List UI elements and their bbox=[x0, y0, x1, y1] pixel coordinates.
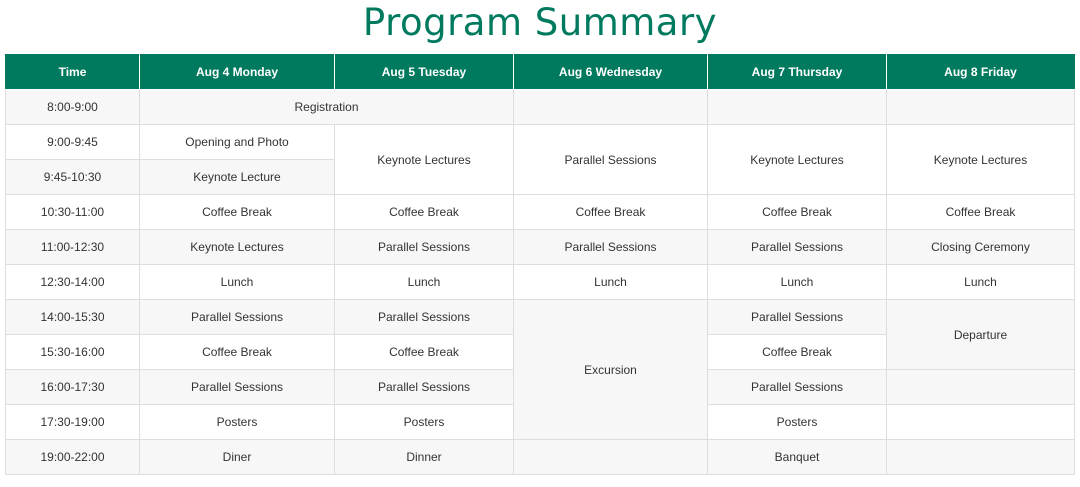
table-row bbox=[6, 230, 1075, 265]
header-monday: Aug 4 Monday bbox=[140, 55, 335, 90]
empty-cell bbox=[887, 370, 1075, 405]
session-cell: Parallel Sessions bbox=[514, 125, 708, 195]
session-cell: Keynote Lectures bbox=[140, 230, 335, 265]
header-tuesday: Aug 5 Tuesday bbox=[335, 55, 514, 90]
empty-cell bbox=[708, 90, 887, 125]
table-row bbox=[6, 125, 1075, 160]
time-cell: 12:30-14:00 bbox=[6, 265, 140, 300]
session-cell: Coffee Break bbox=[335, 195, 514, 230]
session-cell: Parallel Sessions bbox=[708, 230, 887, 265]
empty-cell bbox=[887, 405, 1075, 440]
time-cell: 17:30-19:00 bbox=[6, 405, 140, 440]
session-cell: Keynote Lectures bbox=[335, 125, 514, 195]
time-cell: 19:00-22:00 bbox=[6, 440, 140, 475]
session-cell: Keynote Lectures bbox=[887, 125, 1075, 195]
session-cell: Parallel Sessions bbox=[140, 300, 335, 335]
session-cell: Keynote Lecture bbox=[140, 160, 335, 195]
session-cell: Lunch bbox=[140, 265, 335, 300]
session-cell: Coffee Break bbox=[887, 195, 1075, 230]
table-row bbox=[6, 195, 1075, 230]
time-cell: 8:00-9:00 bbox=[6, 90, 140, 125]
session-cell: Parallel Sessions bbox=[140, 370, 335, 405]
session-cell: Parallel Sessions bbox=[708, 370, 887, 405]
time-cell: 9:00-9:45 bbox=[6, 125, 140, 160]
header-time: Time bbox=[6, 55, 140, 90]
session-cell: Posters bbox=[708, 405, 887, 440]
session-cell: Coffee Break bbox=[708, 335, 887, 370]
session-cell: Coffee Break bbox=[140, 195, 335, 230]
session-cell: Coffee Break bbox=[514, 195, 708, 230]
session-cell: Coffee Break bbox=[335, 335, 514, 370]
excursion-cell: Excursion bbox=[514, 300, 708, 440]
departure-cell: Departure bbox=[887, 300, 1075, 370]
session-cell: Dinner bbox=[335, 440, 514, 475]
session-cell: Parallel Sessions bbox=[514, 230, 708, 265]
session-cell: Lunch bbox=[514, 265, 708, 300]
session-cell: Lunch bbox=[335, 265, 514, 300]
session-cell: Closing Ceremony bbox=[887, 230, 1075, 265]
empty-cell bbox=[887, 90, 1075, 125]
session-cell: Lunch bbox=[708, 265, 887, 300]
time-cell: 11:00-12:30 bbox=[6, 230, 140, 265]
session-cell: Keynote Lectures bbox=[708, 125, 887, 195]
time-cell: 9:45-10:30 bbox=[6, 160, 140, 195]
table-row bbox=[6, 300, 1075, 335]
session-cell: Parallel Sessions bbox=[708, 300, 887, 335]
session-cell: Posters bbox=[335, 405, 514, 440]
session-cell: Parallel Sessions bbox=[335, 370, 514, 405]
time-cell: 16:00-17:30 bbox=[6, 370, 140, 405]
session-cell: Coffee Break bbox=[708, 195, 887, 230]
page-title: Program Summary bbox=[362, 1, 718, 44]
table-row bbox=[6, 440, 1075, 475]
header-friday: Aug 8 Friday bbox=[887, 55, 1075, 90]
session-cell: Opening and Photo bbox=[140, 125, 335, 160]
header-wednesday: Aug 6 Wednesday bbox=[514, 55, 708, 90]
time-cell: 14:00-15:30 bbox=[6, 300, 140, 335]
session-cell: Lunch bbox=[887, 265, 1075, 300]
time-cell: 10:30-11:00 bbox=[6, 195, 140, 230]
header-thursday: Aug 7 Thursday bbox=[708, 55, 887, 90]
header-row bbox=[6, 55, 1075, 90]
table-row bbox=[6, 265, 1075, 300]
session-cell: Parallel Sessions bbox=[335, 300, 514, 335]
table-row bbox=[6, 90, 1075, 125]
empty-cell bbox=[887, 440, 1075, 475]
session-cell: Parallel Sessions bbox=[335, 230, 514, 265]
program-table bbox=[5, 54, 1075, 475]
registration-cell: Registration bbox=[140, 90, 514, 125]
time-cell: 15:30-16:00 bbox=[6, 335, 140, 370]
empty-cell bbox=[514, 90, 708, 125]
session-cell: Diner bbox=[140, 440, 335, 475]
session-cell: Banquet bbox=[708, 440, 887, 475]
session-cell: Coffee Break bbox=[140, 335, 335, 370]
session-cell: Posters bbox=[140, 405, 335, 440]
empty-cell bbox=[514, 440, 708, 475]
